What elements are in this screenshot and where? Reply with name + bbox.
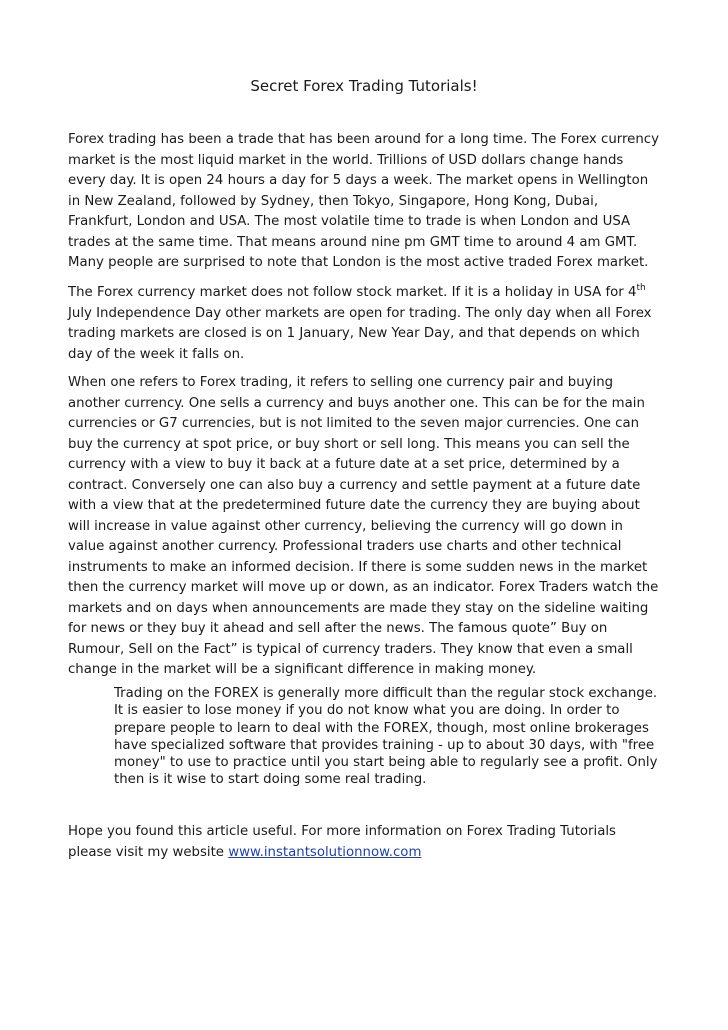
closing-paragraph [68, 822, 660, 863]
page-title: Secret Forex Trading Tutorials! [250, 77, 478, 95]
paragraph-holidays-text-a: The Forex currency market does not follow stock market. If it is a holiday in USA for 4 [68, 285, 637, 300]
ordinal-superscript: th [636, 283, 646, 293]
paragraph-intro: Forex trading has been a trade that has been around for a long time. The Forex currency market is the most liquid market in the world. Trillions of USD dollars change hands every day. It is open 24 hours a day for 5 days a week. The market opens in Wellington in New Zealand, followed by Sydney, then Tokyo, Singapore, Hong Kong, Dubai, Frankfurt, London and USA. The most volatile time to trade is when London and USA trades at the same time. That means around nine pm GMT time to around 4 am GMT. Many people are surprised to note that London is the most active traded Forex market. [68, 132, 659, 270]
closing-text: Hope you found this article useful. For more information on Forex Trading Tutorials please visit my website [68, 824, 616, 860]
paragraph-holidays-text-b: July Independence Day other markets are open for trading. The only day when all Forex trading markets are closed is on 1 January, New Year Day, and that depends on which day of the week it falls on. [68, 305, 652, 362]
website-link[interactable]: www.instantsolutionnow.com [228, 844, 422, 860]
block-quote: Trading on the FOREX is generally more difficult than the regular stock exchange. It is easier to lose money if you do not know what you are doing. In order to prepare people to learn to deal with the FOREX, though, most online brokerages have specialized software that provides training - up to about 30 days, with "free money" to use to practice until you start being able to regularly see a profit. Only then is it wise to start doing some real trading. [114, 686, 658, 788]
paragraph-trading-explained: When one refers to Forex trading, it refers to selling one currency pair and buying another currency. One sells a currency and buys another one. This can be for the main currencies or G7 currencies, but is not limited to the seven major currencies. One can buy the currency at spot price, or buy short or sell long. This means you can sell the currency with a view to buy it back at a future date at a set price, determined by a contract. Conversely one can also buy a currency and settle payment at a future date with a view that at the predetermined future date the currency they are buying about will increase in value against other currency, believing the currency will go down in value against another currency. Professional traders use charts and other technical instruments to make an informed decision. If there is some sudden news in the market then the currency market will move up or down, as an indicator. Forex Traders watch the markets and on days when announcements are made they stay on the sideline waiting for news or they buy it ahead and sell after the news. The famous quote” Buy on Rumour, Sell on the Fact” is typical of currency traders. They know that even a small change in the market will be a significant difference in making money. [68, 375, 659, 677]
paragraph-holidays [68, 283, 660, 365]
